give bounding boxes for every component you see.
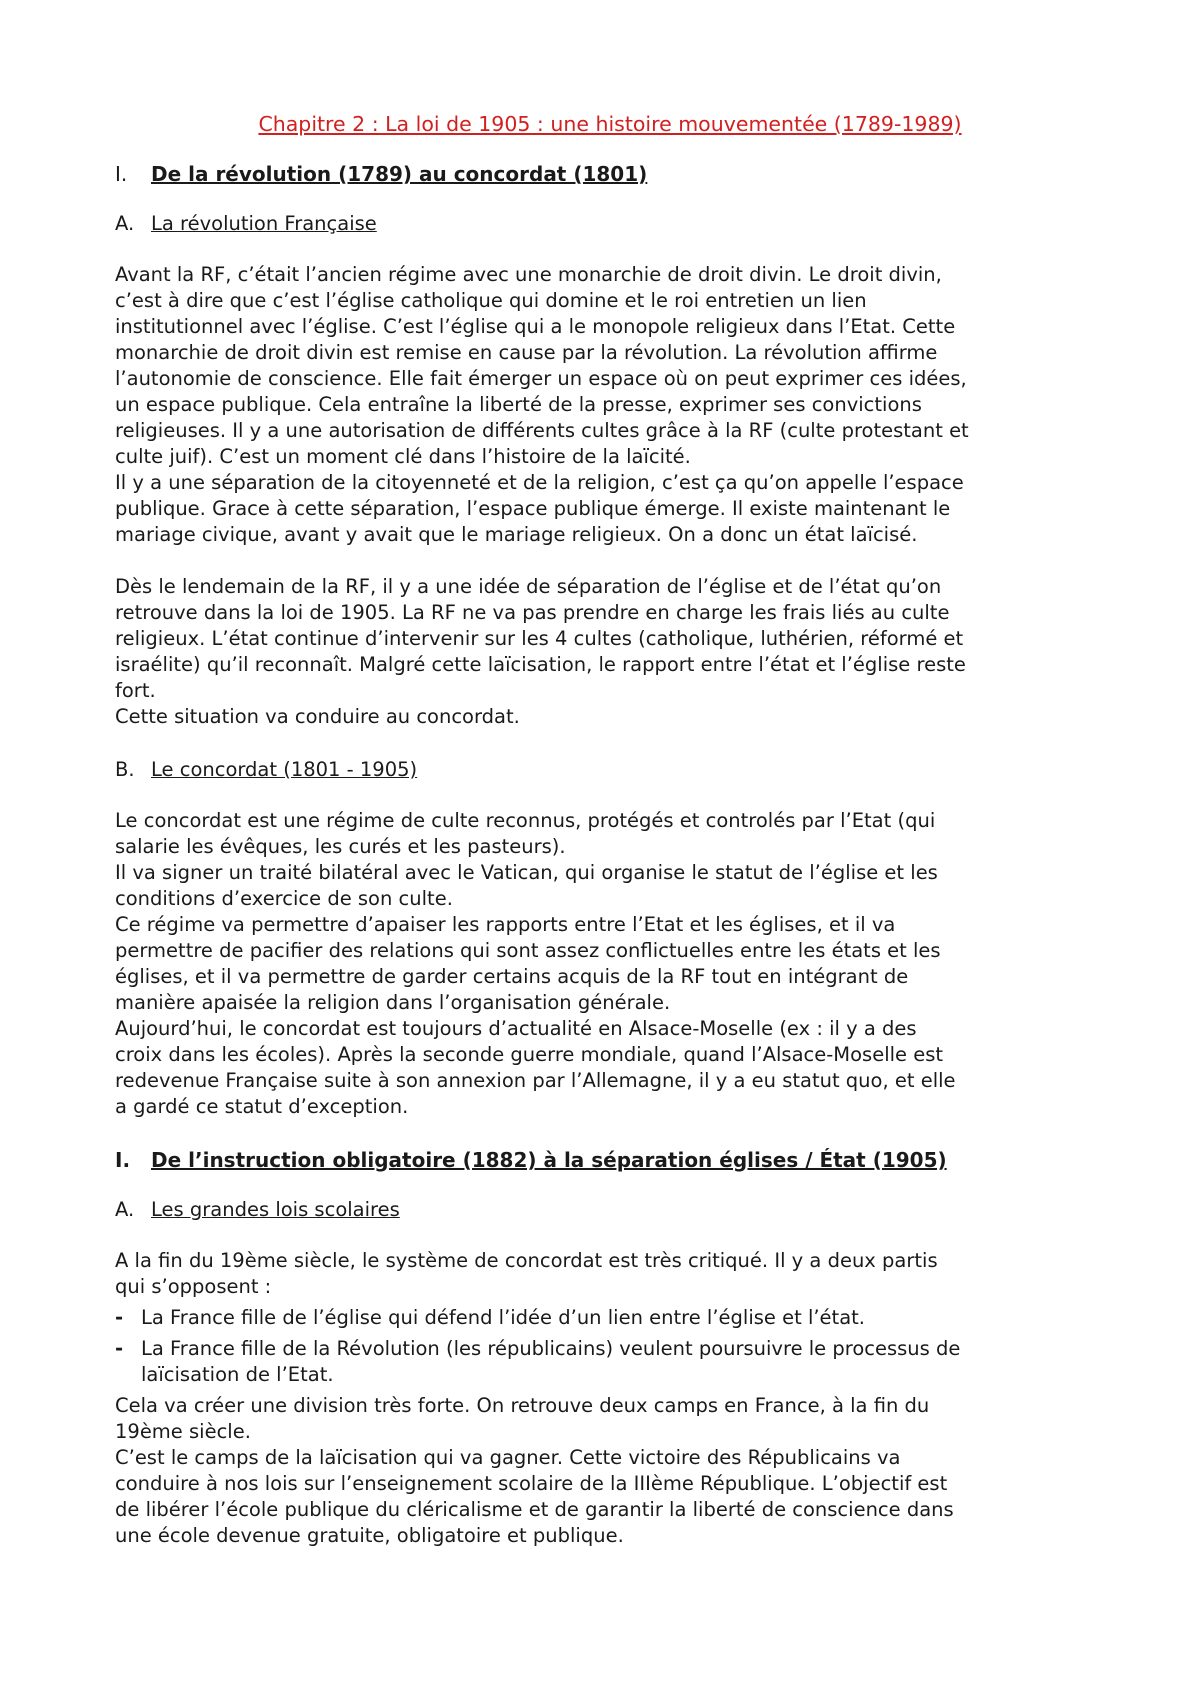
text-line: israélite) qu’il reconnaît. Malgré cette laïcisation, le rapport entre l’état et l’église reste — [115, 653, 966, 676]
text-line: églises, et il va permettre de garder certains acquis de la RF tout en intégrant de — [115, 965, 909, 988]
page-title: Chapitre 2 : La loi de 1905 : une histoire mouvementée (1789-1989) — [258, 112, 962, 136]
text-line: conduire à nos lois sur l’enseignement scolaire de la IIIème République. L’objectif est — [115, 1472, 948, 1495]
list-item-line: La France fille de l’église qui défend l’idée d’un lien entre l’église et l’état. — [141, 1306, 865, 1329]
paragraph — [115, 262, 1105, 548]
section-1-number: I. — [115, 162, 128, 186]
text-line: monarchie de droit divin est remise en cause par la révolution. La révolution affirme — [115, 341, 938, 364]
text-line: Il y a une séparation de la citoyenneté et de la religion, c’est ça qu’on appelle l’espace — [115, 471, 964, 494]
text-line: 19ème siècle. — [115, 1420, 251, 1443]
section-1-heading — [115, 160, 1105, 188]
text-line: conditions d’exercice de son culte. — [115, 887, 453, 910]
paragraph — [115, 808, 1105, 1120]
text-line: C’est le camps de la laïcisation qui va gagner. Cette victoire des Républicains va — [115, 1446, 901, 1469]
dash-bullet-icon: - — [115, 1337, 124, 1360]
text-line: croix dans les écoles). Après la seconde guerre mondiale, quand l’Alsace-Moselle est — [115, 1043, 944, 1066]
section-2-title: De l’instruction obligatoire (1882) à la séparation églises / État (1905) — [151, 1148, 947, 1172]
document-page — [115, 110, 1105, 1575]
section-1b-number: B. — [115, 758, 135, 781]
section-1b-title: Le concordat (1801 - 1905) — [151, 758, 418, 781]
text-line: religieuses. Il y a une autorisation de différents cultes grâce à la RF (culte protestant et — [115, 419, 969, 442]
section-2-number: I. — [115, 1148, 131, 1172]
section-2-heading — [115, 1146, 1105, 1174]
section-1-title: De la révolution (1789) au concordat (1801) — [151, 162, 648, 186]
text-line: Aujourd’hui, le concordat est toujours d’actualité en Alsace-Moselle (ex : il y a des — [115, 1017, 917, 1040]
list-item — [115, 1305, 1105, 1331]
text-line: a gardé ce statut d’exception. — [115, 1095, 409, 1118]
text-line: institutionnel avec l’église. C’est l’église qui a le monopole religieux dans l’Etat. Cette — [115, 315, 956, 338]
text-line: Cela va créer une division très forte. On retrouve deux camps en France, à la fin du — [115, 1394, 930, 1417]
section-2a-heading — [115, 1196, 1105, 1224]
text-line: permettre de pacifier des relations qui sont assez conflictuelles entre les états et les — [115, 939, 941, 962]
dash-bullet-icon: - — [115, 1306, 124, 1329]
text-line: qui s’opposent : — [115, 1275, 272, 1298]
text-line: culte juif). C’est un moment clé dans l’histoire de la laïcité. — [115, 445, 691, 468]
text-line: Le concordat est une régime de culte reconnus, protégés et controlés par l’Etat (qui — [115, 809, 936, 832]
section-1b-heading — [115, 756, 1105, 784]
section-2a-title: Les grandes lois scolaires — [151, 1198, 400, 1221]
text-line: redevenue Française suite à son annexion par l’Allemagne, il y a eu statut quo, et elle — [115, 1069, 956, 1092]
text-line: retrouve dans la loi de 1905. La RF ne va pas prendre en charge les frais liés au culte — [115, 601, 950, 624]
text-line: religieux. L’état continue d’intervenir sur les 4 cultes (catholique, luthérien, réformé et — [115, 627, 964, 650]
paragraph — [115, 1248, 1105, 1300]
section-1a-heading — [115, 210, 1105, 238]
paragraph — [115, 574, 1105, 730]
text-line: publique. Grace à cette séparation, l’espace publique émerge. Il existe maintenant le — [115, 497, 951, 520]
text-line: Dès le lendemain de la RF, il y a une idée de séparation de l’église et de l’état qu’on — [115, 575, 942, 598]
text-line: une école devenue gratuite, obligatoire et publique. — [115, 1524, 624, 1547]
paragraph — [115, 1393, 1105, 1549]
section-1a-number: A. — [115, 212, 135, 235]
text-line: de libérer l’école publique du cléricalisme et de garantir la liberté de conscience dans — [115, 1498, 954, 1521]
text-line: l’autonomie de conscience. Elle fait émerger un espace où on peut exprimer ces idées, — [115, 367, 967, 390]
text-line: Il va signer un traité bilatéral avec le Vatican, qui organise le statut de l’église et les — [115, 861, 938, 884]
text-line: mariage civique, avant y avait que le mariage religieux. On a donc un état laïcisé. — [115, 523, 918, 546]
list-item-line: La France fille de la Révolution (les républicains) veulent poursuivre le processus de — [141, 1337, 961, 1360]
text-line: Cette situation va conduire au concordat. — [115, 705, 520, 728]
text-line: Ce régime va permettre d’apaiser les rapports entre l’Etat et les églises, et il va — [115, 913, 896, 936]
text-line: fort. — [115, 679, 156, 702]
bullet-list — [115, 1305, 1105, 1388]
section-1a-title: La révolution Française — [151, 212, 377, 235]
text-line: A la fin du 19ème siècle, le système de concordat est très critiqué. Il y a deux partis — [115, 1249, 938, 1272]
text-line: Avant la RF, c’était l’ancien régime avec une monarchie de droit divin. Le droit divin, — [115, 263, 942, 286]
text-line: c’est à dire que c’est l’église catholique qui domine et le roi entretien un lien — [115, 289, 867, 312]
text-line: salarie les évêques, les curés et les pasteurs). — [115, 835, 566, 858]
list-item — [115, 1336, 1105, 1388]
section-2a-number: A. — [115, 1198, 135, 1221]
text-line: un espace publique. Cela entraîne la liberté de la presse, exprimer ses convictions — [115, 393, 922, 416]
text-line: manière apaisée la religion dans l’organisation générale. — [115, 991, 671, 1014]
list-item-line: laïcisation de l’Etat. — [141, 1363, 334, 1386]
